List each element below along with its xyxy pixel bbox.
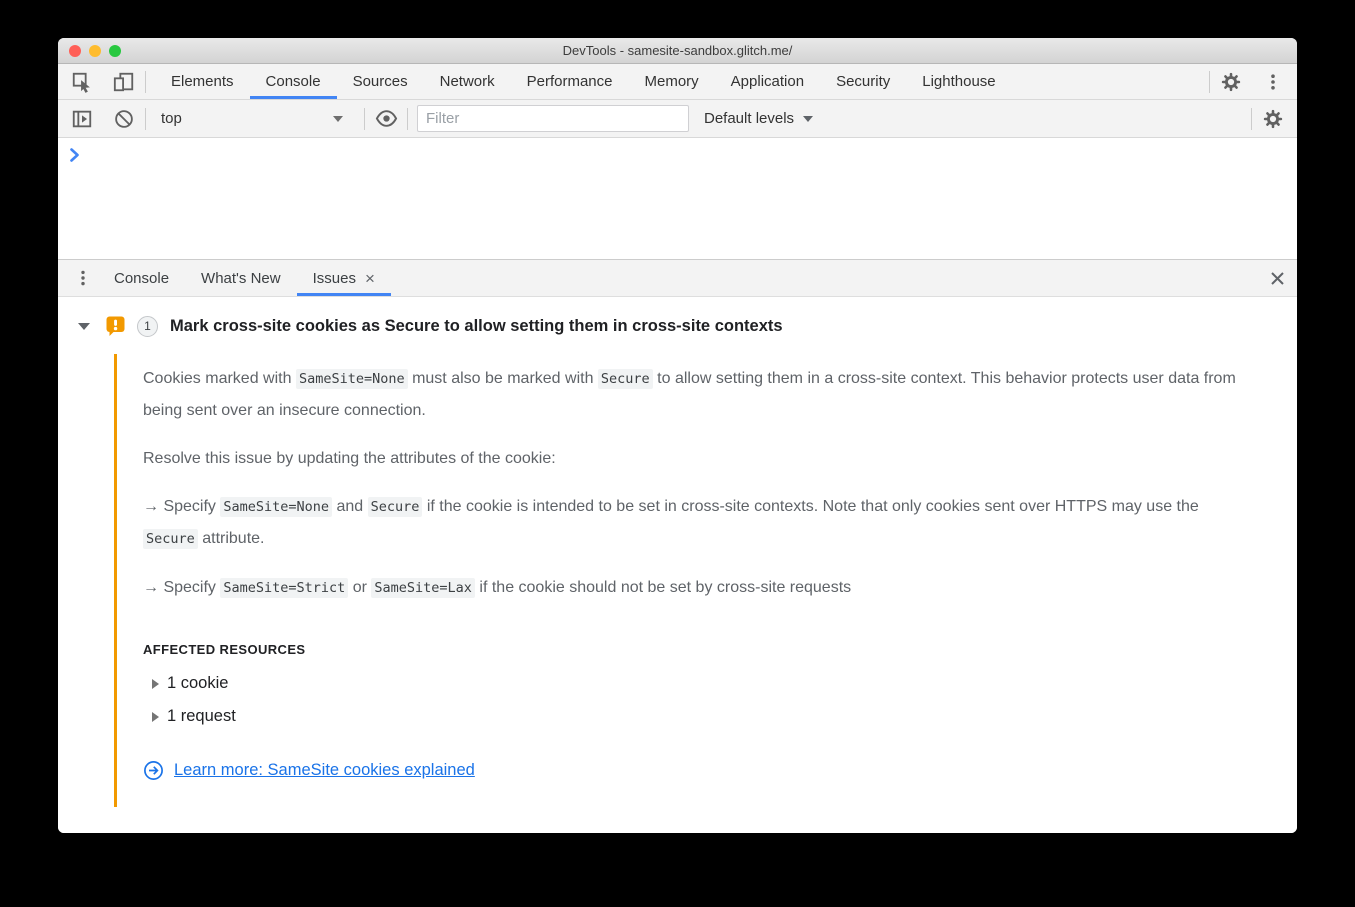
more-options-icon[interactable] xyxy=(1261,69,1285,95)
context-value: top xyxy=(161,110,182,127)
tab-memory[interactable]: Memory xyxy=(644,73,699,90)
learn-more-row xyxy=(143,760,1243,781)
settings-gear-icon[interactable] xyxy=(1219,69,1243,95)
javascript-context-select[interactable] xyxy=(155,104,355,134)
titlebar xyxy=(58,38,1297,64)
divider xyxy=(145,108,146,130)
close-drawer-icon[interactable] xyxy=(1257,260,1297,296)
tab-sources[interactable]: Sources xyxy=(352,73,408,90)
affected-resources-heading: AFFECTED RESOURCES xyxy=(143,642,306,657)
breaking-change-warning-icon xyxy=(105,315,126,337)
chevron-down-icon xyxy=(803,116,813,122)
console-messages-area[interactable] xyxy=(58,138,1297,259)
affected-request-row[interactable] xyxy=(143,700,1243,733)
divider xyxy=(145,71,146,93)
tab-console[interactable]: Console xyxy=(250,64,337,99)
issue-title: Mark cross-site cookies as Secure to allow setting them in cross-site contexts xyxy=(170,316,783,335)
issue-count-badge: 1 xyxy=(137,316,158,337)
expand-right-icon[interactable] xyxy=(152,712,159,722)
affected-resources-list xyxy=(143,667,1243,733)
log-levels-dropdown[interactable] xyxy=(704,110,813,127)
issue-resolution-intro: Resolve this issue by updating the attributes of the cookie: xyxy=(143,450,556,467)
drawer-tab-whats-new[interactable]: What's New xyxy=(201,269,281,287)
drawer-tab-issues[interactable] xyxy=(297,260,391,296)
drawer-tab-issues-label: Issues xyxy=(312,269,356,287)
levels-label: Default levels xyxy=(704,110,795,127)
divider xyxy=(407,108,408,130)
console-toolbar xyxy=(58,100,1297,138)
issue-resolution-option-2: → Specify SameSite=Strict or SameSite=Lax if the cookie should not be set by cross-site requests xyxy=(143,579,852,596)
zoom-window-button[interactable] xyxy=(109,45,121,57)
tab-application[interactable]: Application xyxy=(730,73,805,90)
tab-elements[interactable]: Elements xyxy=(171,73,234,90)
open-link-circle-arrow-icon xyxy=(143,760,164,781)
window-title: DevTools - samesite-sandbox.glitch.me/ xyxy=(562,43,793,58)
tab-performance[interactable]: Performance xyxy=(526,73,613,90)
affected-cookie-label: 1 cookie xyxy=(167,674,229,692)
tab-lighthouse[interactable]: Lighthouse xyxy=(922,73,996,90)
expand-right-icon[interactable] xyxy=(152,679,159,689)
learn-more-link[interactable]: Learn more: SameSite cookies explained xyxy=(174,761,475,779)
close-issues-tab-icon[interactable]: × xyxy=(364,268,375,288)
close-window-button[interactable] xyxy=(69,45,81,57)
issue-header[interactable] xyxy=(68,311,1277,341)
affected-request-label: 1 request xyxy=(167,707,236,725)
devtools-window xyxy=(58,38,1297,833)
chevron-down-icon xyxy=(333,116,343,122)
issue-body xyxy=(114,354,1277,807)
issue-description: Cookies marked with SameSite=None must also be marked with Secure to allow setting them in a cross-site context. This behavior protects user data from being sent over an insecure connection. xyxy=(143,370,1236,419)
tab-security[interactable]: Security xyxy=(836,73,891,90)
minimize-window-button[interactable] xyxy=(89,45,101,57)
issues-panel xyxy=(58,297,1297,833)
device-toolbar-icon[interactable] xyxy=(112,69,136,95)
divider xyxy=(364,108,365,130)
tab-network[interactable]: Network xyxy=(439,73,495,90)
affected-cookie-row[interactable] xyxy=(143,667,1243,700)
divider xyxy=(1251,108,1252,130)
traffic-lights xyxy=(69,38,121,63)
console-settings-gear-icon[interactable] xyxy=(1261,106,1285,132)
console-sidebar-icon[interactable] xyxy=(70,106,94,132)
live-expression-eye-icon[interactable] xyxy=(374,106,398,132)
filter-input[interactable] xyxy=(417,105,689,132)
console-prompt-icon xyxy=(70,148,80,162)
clear-console-icon[interactable] xyxy=(112,106,136,132)
issue-resolution-option-1: → Specify SameSite=None and Secure if the cookie is intended to be set in cross-site contexts. Note that only cookies sent over HTTPS may use the Secure attribute. xyxy=(143,498,1199,547)
drawer-tabbar xyxy=(58,259,1297,297)
drawer-tab-console[interactable]: Console xyxy=(114,269,170,287)
divider xyxy=(1209,71,1210,93)
issue-expander-icon[interactable] xyxy=(78,323,90,330)
panel-tabbar xyxy=(58,64,1297,100)
drawer-more-tools-icon[interactable] xyxy=(68,260,98,296)
inspect-element-icon[interactable] xyxy=(70,69,94,95)
